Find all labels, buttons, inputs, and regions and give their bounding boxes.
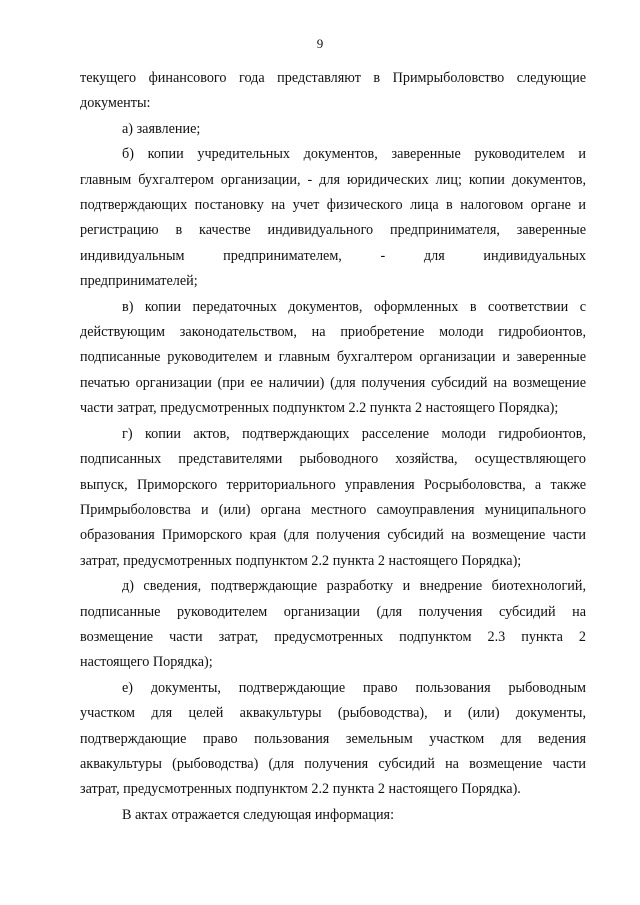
paragraph <box>80 803 586 828</box>
text-line: г) копии актов, подтверждающих расселение молоди гидробионтов, <box>122 425 586 442</box>
text-line: аквакультуры (рыбоводства) (для получения субсидий на возмещение части <box>80 755 586 772</box>
text-line: затрат, предусмотренных подпунктом 2.2 пункта 2 настоящего Порядка); <box>80 552 522 569</box>
text-line: образования Приморского края (для получения субсидий на возмещение части <box>80 527 586 544</box>
paragraph <box>80 117 586 142</box>
paragraph <box>80 142 586 294</box>
paragraph <box>80 295 586 422</box>
text-line: текущего финансового года представляют в Примрыболовство следующие <box>80 70 586 86</box>
text-line: д) сведения, подтверждающие разработку и внедрение биотехнологий, <box>122 578 586 595</box>
text-line: регистрацию в качестве индивидуального предпринимателя, заверенные <box>80 222 586 239</box>
text-line: документы: <box>80 95 151 112</box>
text-line: настоящего Порядка); <box>80 654 213 671</box>
text-line: подписанных представителями рыбоводного хозяйства, осуществляющего <box>80 451 586 468</box>
paragraph <box>80 66 586 117</box>
text-line: подписанные руководителем организации (для получения субсидий на <box>80 603 586 620</box>
text-line: возмещение части затрат, предусмотренных подпунктом 2.3 пункта 2 <box>80 628 586 645</box>
text-line: б) копии учредительных документов, заверенные руководителем и <box>122 146 586 163</box>
text-line: главным бухгалтером организации, - для юридических лиц; копии документов, <box>80 171 586 188</box>
paragraph <box>80 574 586 676</box>
text-line: предпринимателей; <box>80 273 198 290</box>
text-line: в) копии передаточных документов, оформленных в соответствии с <box>122 298 586 315</box>
text-line: Примрыболовства и (или) органа местного самоуправления муниципального <box>80 501 586 518</box>
text-line: подтверждающие право пользования земельным участком для ведения <box>80 730 586 747</box>
text-line: действующим законодательством, на приобретение молоди гидробионтов, <box>80 324 586 341</box>
paragraph <box>80 422 586 574</box>
text-line: е) документы, подтверждающие право пользования рыбоводным <box>122 679 586 696</box>
text-line: затрат, предусмотренных подпунктом 2.2 пункта 2 настоящего Порядка). <box>80 781 521 798</box>
text-line: подтверждающих постановку на учет физического лица в налоговом органе и <box>80 197 586 214</box>
page-number: 9 <box>316 36 324 51</box>
text-line: а) заявление; <box>122 120 201 137</box>
text-line: участком для целей аквакультуры (рыбоводства), и (или) документы, <box>80 705 586 722</box>
document-body <box>80 66 586 828</box>
text-line: части затрат, предусмотренных подпунктом 2.2 пункта 2 настоящего Порядка); <box>80 400 559 417</box>
text-line: индивидуальным предпринимателем, - для индивидуальных <box>80 247 586 264</box>
text-line: печатью организации (при ее наличии) (для получения субсидий на возмещение <box>80 374 586 391</box>
paragraph <box>80 676 586 803</box>
text-line: выпуск, Приморского территориального управления Росрыболовства, а также <box>80 476 586 493</box>
text-line: В актах отражается следующая информация: <box>122 806 395 823</box>
text-line: подписанные руководителем и главным бухгалтером организации и заверенные <box>80 349 586 366</box>
